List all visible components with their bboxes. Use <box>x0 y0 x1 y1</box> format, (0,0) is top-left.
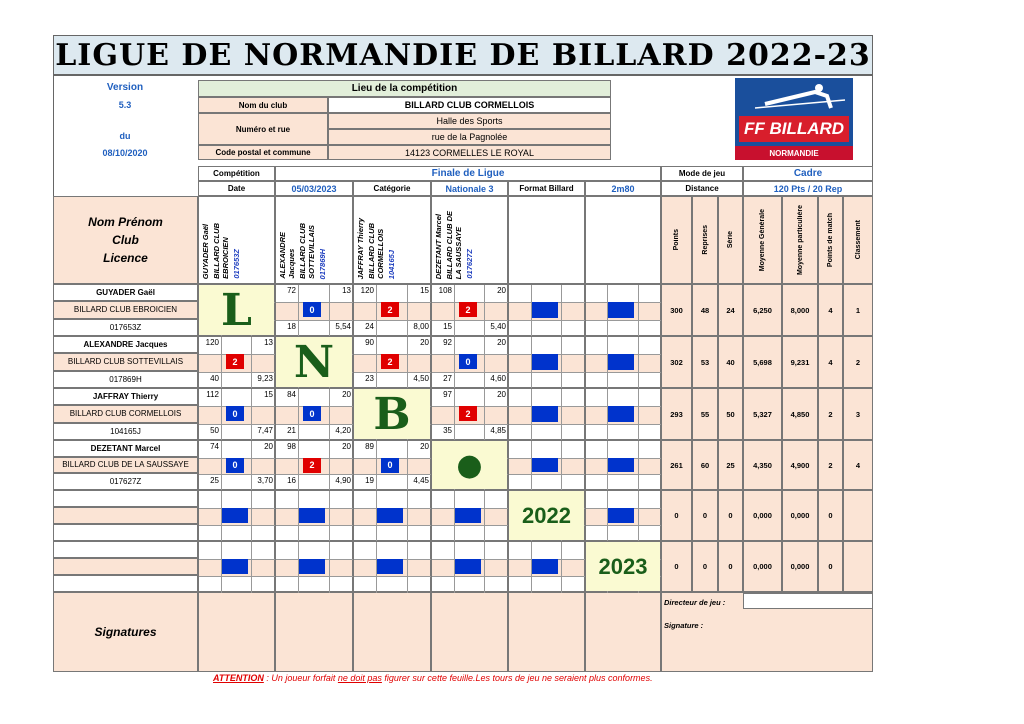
grid-line <box>199 576 276 577</box>
match-loss-badge: 0 <box>459 354 477 369</box>
row-stat: 5,327 <box>743 388 782 440</box>
row-player-licence <box>53 524 198 541</box>
match-points: 120 <box>360 286 374 295</box>
diagonal-cell <box>199 285 274 335</box>
row-stat: 4 <box>818 284 843 336</box>
match-reprises: 24 <box>365 321 374 331</box>
diagonal-letter: N <box>293 336 335 388</box>
footer-rest: figurer sur cette feuille.Les tours de jeu ne seraient plus conformes. <box>381 673 653 683</box>
category-label: Catégorie <box>353 181 431 196</box>
grid-line <box>276 525 354 526</box>
empty-match-marker <box>532 559 558 574</box>
diagonal-letter: L <box>221 284 252 336</box>
row-player-club: BILLARD CLUB DE LA SAUSSAYE <box>53 457 198 474</box>
grid-line <box>586 525 662 526</box>
diagonal-year: 2023 <box>598 553 648 579</box>
stat-header-label: Série <box>727 231 734 249</box>
match-moyenne: 5,40 <box>490 321 506 331</box>
match-reprises: 21 <box>287 425 296 435</box>
row-stat: 0 <box>718 490 743 541</box>
match-win-badge: 2 <box>303 458 321 473</box>
row-player-club <box>53 558 198 575</box>
match-reprises: 25 <box>210 476 219 486</box>
match-points: 89 <box>365 442 374 451</box>
empty-match-marker <box>608 458 634 473</box>
version-label: Version <box>106 82 144 93</box>
match-moyenne: 4,50 <box>413 373 429 383</box>
grid-line <box>376 285 377 337</box>
row-stat: 0 <box>692 541 718 592</box>
col-player-club: BILLARD CLUB CORMELLOIS <box>367 223 385 279</box>
stat-header <box>661 196 692 284</box>
match-moyenne: 8,00 <box>413 321 429 331</box>
club-value: BILLARD CLUB CORMELLOIS <box>328 97 611 113</box>
addr1-value: Halle des Sports <box>328 113 611 129</box>
grid-line <box>199 372 276 373</box>
match-reprises: 40 <box>210 373 219 383</box>
grid-line <box>454 389 455 441</box>
col-header-player <box>431 196 508 284</box>
row-stat: 25 <box>718 440 743 490</box>
stat-header <box>782 196 818 284</box>
grid-line <box>432 424 509 425</box>
match-loss-badge: 0 <box>381 458 399 473</box>
grid-line <box>221 389 222 441</box>
match-points: 97 <box>443 390 452 399</box>
match-points: 74 <box>210 442 219 451</box>
grid-line <box>561 441 562 491</box>
grid-line <box>509 320 586 321</box>
col-player-name: ALEXANDRE Jacques <box>278 232 296 279</box>
match-loss-badge: 0 <box>303 302 321 317</box>
cp-label: Code postal et commune <box>198 145 328 160</box>
col-player-club: BILLARD CLUB EBROICIEN <box>212 223 230 279</box>
col-player-licence: 017653Z <box>232 249 241 279</box>
row-player-licence: 017869H <box>53 371 198 388</box>
diagonal-cell <box>276 337 352 387</box>
grid-line <box>509 372 586 373</box>
addr-label: Numéro et rue <box>198 113 328 145</box>
empty-match-marker <box>608 508 634 523</box>
grid-line <box>454 337 455 389</box>
grid-line <box>329 542 330 593</box>
match-points: 92 <box>443 338 452 347</box>
match-serie: 20 <box>497 338 506 347</box>
match-reprises: 23 <box>365 373 374 383</box>
empty-match-marker <box>532 354 558 369</box>
row-stat: 2 <box>818 440 843 490</box>
stat-header-label: Moyenne Générale <box>759 208 766 272</box>
row-stat: 0 <box>818 490 843 541</box>
row-stat: 3 <box>843 388 873 440</box>
grid-line <box>432 525 509 526</box>
grid-line <box>276 576 354 577</box>
match-moyenne: 4,90 <box>335 476 351 486</box>
row-player-club: BILLARD CLUB SOTTEVILLAIS <box>53 353 198 370</box>
row-stat: 2 <box>818 388 843 440</box>
header-name-club-licence <box>53 196 198 284</box>
match-reprises: 35 <box>443 425 452 435</box>
row-player-club: BILLARD CLUB EBROICIEN <box>53 301 198 318</box>
match-serie: 15 <box>264 390 273 399</box>
match-loss-badge: 0 <box>226 406 244 421</box>
mode-value: Cadre <box>743 166 873 181</box>
col-player-name: DEZETANT Marcel <box>434 213 443 279</box>
empty-match-marker <box>222 559 248 574</box>
row-stat: 60 <box>692 440 718 490</box>
grid-line <box>407 542 408 593</box>
ff-billard-logo <box>735 78 853 160</box>
row-stat: 55 <box>692 388 718 440</box>
stat-header <box>843 196 873 284</box>
competition-value: Finale de Ligue <box>275 166 661 181</box>
row-stat: 1 <box>843 284 873 336</box>
grid-line <box>376 337 377 389</box>
row-stat: 0 <box>692 490 718 541</box>
director-input[interactable] <box>743 593 873 609</box>
match-reprises: 27 <box>443 373 452 383</box>
row-stat: 6,250 <box>743 284 782 336</box>
match-moyenne: 4,85 <box>490 425 506 435</box>
director-label: Directeur de jeu : <box>664 598 726 607</box>
col-player-licence: 104165J <box>387 249 396 279</box>
header-name: Nom Prénom <box>88 215 163 229</box>
footer-ne: ne doit pas <box>337 673 382 683</box>
signature-box-3[interactable] <box>353 592 431 672</box>
row-stat: 0 <box>718 541 743 592</box>
grid-line <box>586 372 662 373</box>
club-label: Nom du club <box>198 97 328 113</box>
match-win-badge: 2 <box>459 302 477 317</box>
addr2-value: rue de la Pagnolée <box>328 129 611 145</box>
row-stat <box>843 490 873 541</box>
grid-line <box>221 337 222 389</box>
signature-box-5[interactable] <box>508 592 585 672</box>
empty-match-marker <box>377 508 403 523</box>
grid-line <box>354 525 432 526</box>
grid-line <box>298 389 299 441</box>
row-stat: 24 <box>718 284 743 336</box>
header-licence: Licence <box>103 251 148 265</box>
signature-box-4[interactable] <box>431 592 508 672</box>
footer-attention: ATTENTION <box>213 673 264 683</box>
grid-line <box>586 424 662 425</box>
row-stat: 0,000 <box>782 490 818 541</box>
match-moyenne: 7,47 <box>257 425 273 435</box>
row-stat <box>843 541 873 592</box>
grid-line <box>199 424 276 425</box>
grid-line <box>638 441 639 491</box>
distance-label: Distance <box>661 181 743 196</box>
stat-header-label: Points <box>673 229 680 251</box>
stat-header <box>718 196 743 284</box>
grid-line <box>276 424 354 425</box>
match-moyenne: 3,70 <box>257 476 273 486</box>
format-label: Format Billard <box>508 181 585 196</box>
row-stat: 53 <box>692 336 718 388</box>
match-serie: 20 <box>342 442 351 451</box>
logo-figure-bg <box>735 78 853 116</box>
stat-header-label: Classement <box>854 220 862 260</box>
match-reprises: 50 <box>210 425 219 435</box>
diagonal-letter: ● <box>456 447 483 483</box>
grid-line <box>586 474 662 475</box>
diagonal-letter: B <box>373 388 411 440</box>
row-stat: 0,000 <box>743 541 782 592</box>
match-points: 84 <box>287 390 296 399</box>
col-player-licence: 017627Z <box>465 249 474 279</box>
match-points: 108 <box>438 286 452 295</box>
grid-line <box>354 576 432 577</box>
row-stat: 0 <box>661 541 692 592</box>
grid-line <box>484 542 485 593</box>
grid-line <box>561 389 562 441</box>
row-stat: 4,350 <box>743 440 782 490</box>
row-stat: 48 <box>692 284 718 336</box>
match-reprises: 16 <box>287 476 296 486</box>
version-date: 08/10/2020 <box>102 148 148 158</box>
row-player-name <box>53 490 198 507</box>
match-moyenne: 4,60 <box>490 373 506 383</box>
col-header-player <box>275 196 353 284</box>
diagonal-cell <box>586 542 660 591</box>
match-win-badge: 2 <box>381 354 399 369</box>
row-player-licence <box>53 575 198 592</box>
empty-match-marker <box>222 508 248 523</box>
empty-match-marker <box>299 508 325 523</box>
row-stat: 300 <box>661 284 692 336</box>
empty-match-marker <box>608 302 634 317</box>
grid-line <box>354 372 432 373</box>
empty-match-marker <box>532 458 558 473</box>
grid-line <box>199 474 276 475</box>
match-serie: 20 <box>264 442 273 451</box>
match-win-badge: 2 <box>226 354 244 369</box>
grid-line <box>638 491 639 542</box>
row-stat: 0 <box>661 490 692 541</box>
signatures-label: Signatures <box>53 592 198 672</box>
diagonal-cell <box>509 491 584 540</box>
empty-match-marker <box>377 559 403 574</box>
grid-line <box>354 474 432 475</box>
col-header-empty <box>585 196 661 284</box>
grid-line <box>638 389 639 441</box>
match-serie: 13 <box>342 286 351 295</box>
version-number: 5.3 <box>118 100 132 110</box>
match-loss-badge: 0 <box>303 406 321 421</box>
cp-value: 14123 CORMELLES LE ROYAL <box>328 145 611 160</box>
sheet-title: LIGUE DE NORMANDIE DE BILLARD 2022-23 <box>53 35 873 75</box>
grid-line <box>586 320 662 321</box>
row-player-club: BILLARD CLUB CORMELLOIS <box>53 405 198 422</box>
billiard-player-icon <box>735 78 853 116</box>
empty-match-marker <box>455 508 481 523</box>
distance-value: 120 Pts / 20 Rep <box>743 181 873 196</box>
diagonal-cell <box>354 389 430 439</box>
row-stat: 9,231 <box>782 336 818 388</box>
row-player-club <box>53 507 198 524</box>
empty-match-marker <box>299 559 325 574</box>
match-win-badge: 2 <box>381 302 399 317</box>
grid-line <box>276 474 354 475</box>
grid-line <box>432 372 509 373</box>
diagonal-year: 2022 <box>522 502 571 528</box>
grid-line <box>638 337 639 389</box>
logo-sub: NORMANDIE <box>735 146 853 160</box>
match-serie: 20 <box>342 390 351 399</box>
match-serie: 15 <box>420 286 429 295</box>
row-stat: 4,900 <box>782 440 818 490</box>
match-serie: 13 <box>264 338 273 347</box>
grid-line <box>354 320 432 321</box>
row-stat: 2 <box>843 336 873 388</box>
row-stat: 0,000 <box>743 490 782 541</box>
lieu-header: Lieu de la compétition <box>198 80 611 97</box>
grid-line <box>221 441 222 491</box>
grid-line <box>561 542 562 593</box>
row-stat: 4,850 <box>782 388 818 440</box>
grid-line <box>276 320 354 321</box>
row-player-name: ALEXANDRE Jacques <box>53 336 198 353</box>
diagonal-cell <box>432 441 507 489</box>
signature-box-1[interactable] <box>198 592 275 672</box>
col-player-club: BILLARD CLUB DE LA SAUSSAYE <box>445 210 463 279</box>
col-header-player <box>198 196 275 284</box>
match-reprises: 19 <box>365 476 374 486</box>
col-header-empty <box>508 196 585 284</box>
match-loss-badge: 0 <box>226 458 244 473</box>
row-player-licence: 104165J <box>53 423 198 440</box>
grid-line <box>298 285 299 337</box>
match-moyenne: 5,54 <box>335 321 351 331</box>
stat-header-label: Reprises <box>701 225 709 255</box>
format-value: 2m80 <box>585 181 661 196</box>
footer-sep: : Un joueur forfait <box>263 673 338 683</box>
row-stat: 40 <box>718 336 743 388</box>
grid-line <box>561 285 562 337</box>
grid-line <box>376 441 377 491</box>
footer-note <box>213 673 873 683</box>
grid-line <box>407 491 408 542</box>
empty-match-marker <box>608 354 634 369</box>
grid-line <box>509 474 586 475</box>
header-club: Club <box>112 233 139 247</box>
col-header-player <box>353 196 431 284</box>
date-label: Date <box>198 181 275 196</box>
empty-match-marker <box>532 302 558 317</box>
mode-label: Mode de jeu <box>661 166 743 181</box>
grid-line <box>329 491 330 542</box>
row-stat: 0,000 <box>782 541 818 592</box>
match-serie: 20 <box>497 390 506 399</box>
empty-match-marker <box>608 406 634 421</box>
row-stat: 0 <box>818 541 843 592</box>
match-serie: 20 <box>420 338 429 347</box>
match-points: 98 <box>287 442 296 451</box>
row-stat: 4 <box>843 440 873 490</box>
col-player-club: BILLARD CLUB SOTTEVILLAIS <box>298 223 316 279</box>
row-player-name: DEZETANT Marcel <box>53 440 198 457</box>
grid-line <box>638 285 639 337</box>
row-stat: 302 <box>661 336 692 388</box>
match-moyenne: 9,23 <box>257 373 273 383</box>
grid-line <box>509 424 586 425</box>
row-player-licence: 017627Z <box>53 473 198 490</box>
match-win-badge: 2 <box>459 406 477 421</box>
row-player-licence: 017653Z <box>53 319 198 336</box>
match-points: 72 <box>287 286 296 295</box>
director-signature-label: Signature : <box>664 621 704 630</box>
grid-line <box>509 576 586 577</box>
row-player-name <box>53 541 198 558</box>
category-value: Nationale 3 <box>431 181 508 196</box>
match-serie: 20 <box>497 286 506 295</box>
stat-header-label: Moyenne particulière <box>796 204 804 276</box>
stat-header-label: Points de match <box>827 212 834 268</box>
match-moyenne: 4,45 <box>413 476 429 486</box>
match-moyenne: 4,20 <box>335 425 351 435</box>
stat-header <box>692 196 718 284</box>
row-stat: 5,698 <box>743 336 782 388</box>
grid-line <box>251 542 252 593</box>
row-stat: 261 <box>661 440 692 490</box>
col-player-licence: 017869H <box>318 248 327 279</box>
empty-match-marker <box>455 559 481 574</box>
grid-line <box>561 337 562 389</box>
grid-line <box>432 320 509 321</box>
row-stat: 50 <box>718 388 743 440</box>
competition-label: Compétition <box>198 166 275 181</box>
logo-text: FF BILLARD <box>739 116 849 142</box>
col-player-name: JAFFRAY Thierry <box>356 217 365 279</box>
empty-match-marker <box>532 406 558 421</box>
match-points: 112 <box>206 390 219 399</box>
grid-line <box>484 491 485 542</box>
grid-line <box>298 441 299 491</box>
match-reprises: 15 <box>443 321 452 331</box>
row-stat: 293 <box>661 388 692 440</box>
row-stat: 8,000 <box>782 284 818 336</box>
grid-line <box>251 491 252 542</box>
match-points: 90 <box>365 338 374 347</box>
grid-line <box>199 525 276 526</box>
signature-box-2[interactable] <box>275 592 353 672</box>
grid-line <box>454 285 455 337</box>
stat-header <box>818 196 843 284</box>
row-stat: 4 <box>818 336 843 388</box>
version-du: du <box>119 131 131 141</box>
row-player-name: JAFFRAY Thierry <box>53 388 198 405</box>
match-serie: 20 <box>420 442 429 451</box>
col-player-name: GUYADER Gaël <box>201 223 210 279</box>
match-points: 120 <box>205 338 219 347</box>
signature-box-6[interactable] <box>585 592 661 672</box>
date-value: 05/03/2023 <box>275 181 353 196</box>
stat-header <box>743 196 782 284</box>
grid-line <box>432 576 509 577</box>
match-reprises: 18 <box>287 321 296 331</box>
row-player-name: GUYADER Gaël <box>53 284 198 301</box>
